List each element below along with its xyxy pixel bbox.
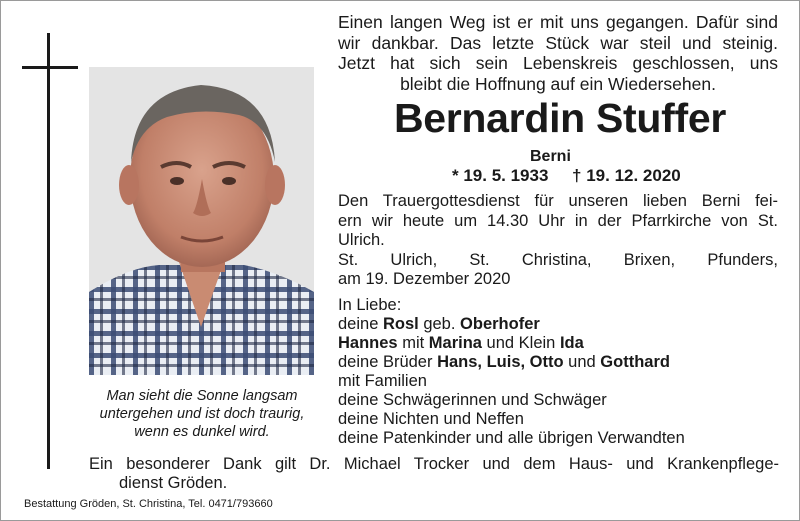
funeral-home-footer: Bestattung Gröden, St. Christina, Tel. 0471/793660 — [24, 498, 273, 510]
poem-line: bleibt die Hoffnung auf ein Wiedersehen. — [400, 73, 716, 94]
thanks-note — [89, 455, 779, 493]
announcement-line: ern wir heute um 14.30 Uhr in der Pfarrkirche von St. — [338, 211, 778, 230]
announcement-line: am 19. Dezember 2020 — [338, 270, 511, 288]
announcement-line: St. Ulrich, St. Christina, Brixen, Pfunders, — [338, 250, 778, 269]
nickname: Berni — [530, 148, 571, 165]
poem-line: wir dankbar. Das letzte Stück war steil und steinig. — [338, 32, 778, 53]
service-announcement — [338, 192, 778, 290]
mourner-line: deine Patenkinder und alle übrigen Verwandten — [338, 429, 685, 447]
mourner-line: mit Familien — [338, 372, 427, 390]
poem-line: Einen langen Weg ist er mit uns gegangen. Dafür sind — [338, 12, 778, 32]
thanks-line: Ein besonderer Dank gilt Dr. Michael Trocker und dem Haus- und Krankenpflege- — [89, 455, 779, 473]
mourner-line: deine Brüder Hans, Luis, Otto und Gotthard — [338, 353, 670, 371]
mourner-line: deine Schwägerinnen und Schwäger — [338, 391, 607, 409]
quote-line: wenn es dunkel wird. — [134, 424, 270, 440]
portrait-photo — [89, 67, 314, 375]
cross-icon-bar — [22, 66, 78, 69]
announcement-line: Den Trauergottesdienst für unseren lieben Berni fei- — [338, 192, 778, 210]
mourner-line: deine Rosl geb. Oberhofer — [338, 315, 540, 333]
poem-line: Jetzt hat sich sein Lebenskreis geschlossen, uns — [338, 53, 778, 73]
thanks-line: dienst Gröden. — [119, 474, 228, 492]
mourners-intro: In Liebe: — [338, 296, 402, 314]
birth-date: * 19. 5. 1933 — [452, 166, 549, 185]
death-date: † 19. 12. 2020 — [572, 166, 681, 185]
cross-icon — [47, 33, 50, 469]
mourner-line: Hannes mit Marina und Klein Ida — [338, 334, 584, 352]
life-dates — [452, 166, 681, 186]
poem-text — [338, 12, 778, 94]
deceased-name: Bernardin Stuffer — [393, 95, 727, 141]
memorial-quote — [84, 387, 320, 441]
quote-line: untergehen und ist doch traurig, — [99, 406, 305, 422]
announcement-line: Ulrich. — [338, 231, 385, 249]
quote-line: Man sieht die Sonne langsam — [106, 388, 298, 404]
mourners-list — [338, 296, 778, 448]
mourner-line: deine Nichten und Neffen — [338, 410, 524, 428]
